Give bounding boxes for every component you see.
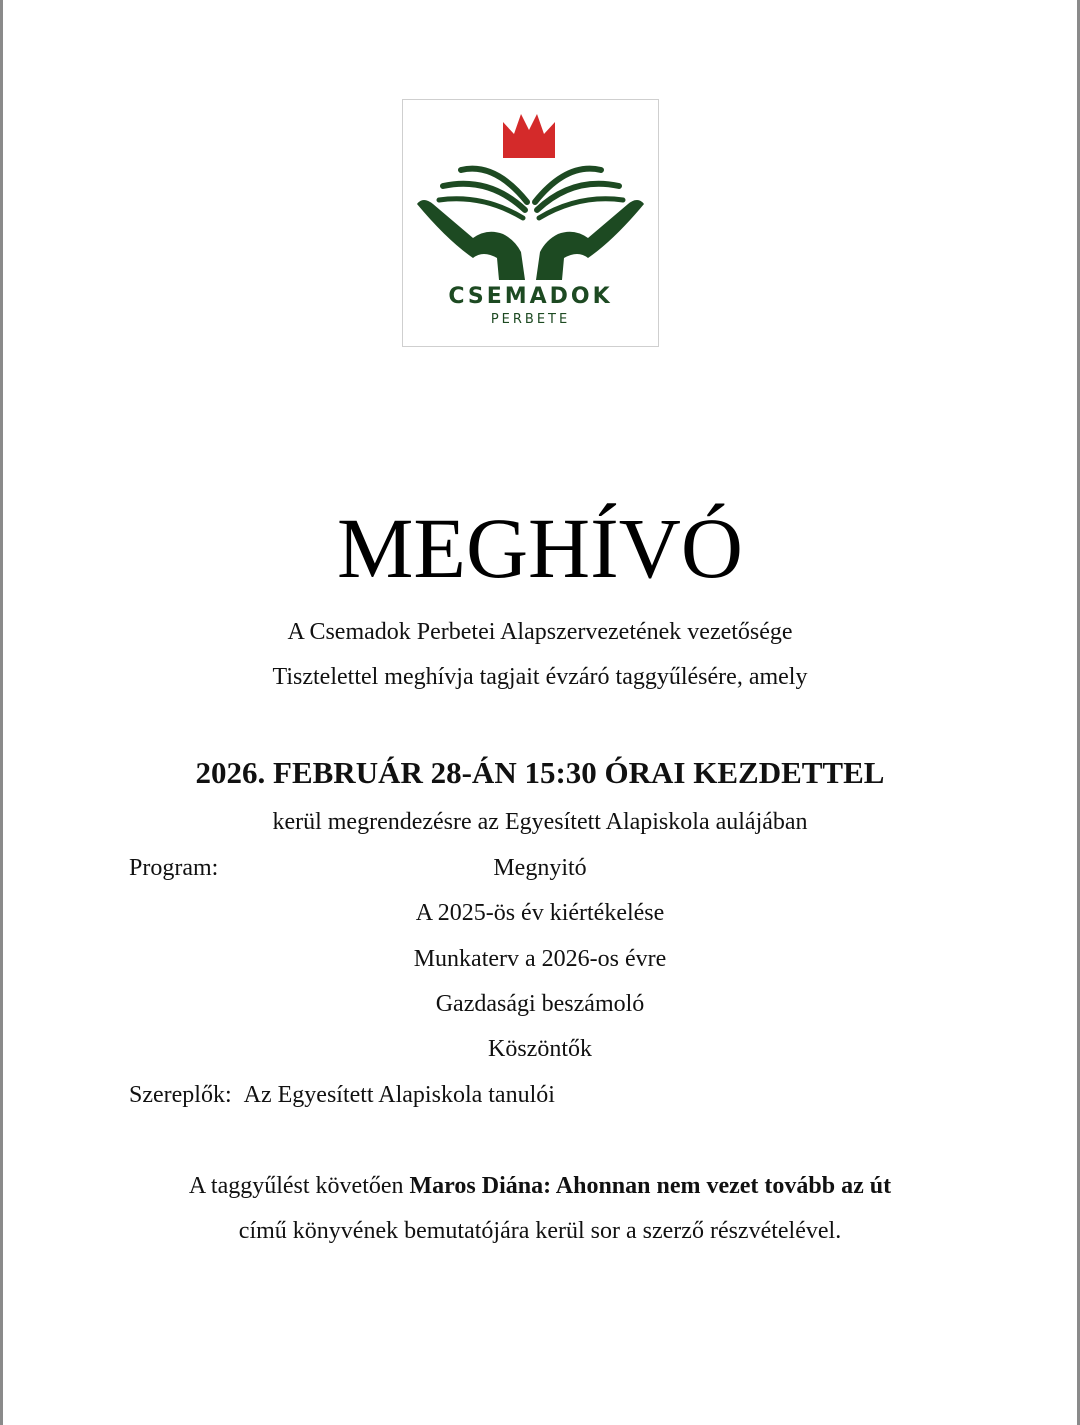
- program-label: Program:: [129, 855, 219, 881]
- intro-line-1: A Csemadok Perbetei Alapszervezetének vezetősége: [287, 619, 793, 645]
- performers-value: Az Egyesített Alapiskola tanulói: [243, 1082, 555, 1108]
- closing-line-1: [0, 1171, 1080, 1201]
- page-border-left: [0, 0, 3, 1425]
- logo-emblem-icon: [403, 100, 658, 346]
- venue-line: kerül megrendezésre az Egyesített Alapiskola aulájában: [272, 809, 808, 835]
- csemadok-logo: [402, 99, 659, 347]
- closing-prefix: A taggyűlést követően: [188, 1173, 410, 1199]
- closing-line-2: című könyvének bemutatójára kerül sor a szerző részvételével.: [238, 1218, 842, 1244]
- performers-line: [129, 1080, 555, 1110]
- program-item: Megnyitó: [493, 855, 587, 881]
- logo-subtitle: PERBETE: [490, 312, 571, 327]
- intro-line-2: Tisztelettel meghívja tagjait évzáró taggyűlésére, amely: [272, 664, 808, 690]
- program-item: Gazdasági beszámoló: [435, 991, 645, 1017]
- performers-label: Szereplők:: [129, 1082, 232, 1108]
- event-date: 2026. FEBRUÁR 28-ÁN 15:30 ÓRAI KEZDETTEL: [195, 755, 885, 790]
- program-item: A 2025-ös év kiértékelése: [415, 900, 665, 926]
- program-item: Köszöntők: [488, 1036, 592, 1062]
- logo-name: CSEMADOK: [448, 284, 613, 309]
- book-title: Maros Diána: Ahonnan nem vezet tovább az út: [409, 1173, 892, 1199]
- program-item: Munkaterv a 2026-os évre: [413, 946, 667, 972]
- page-title: MEGHÍVÓ: [336, 500, 744, 596]
